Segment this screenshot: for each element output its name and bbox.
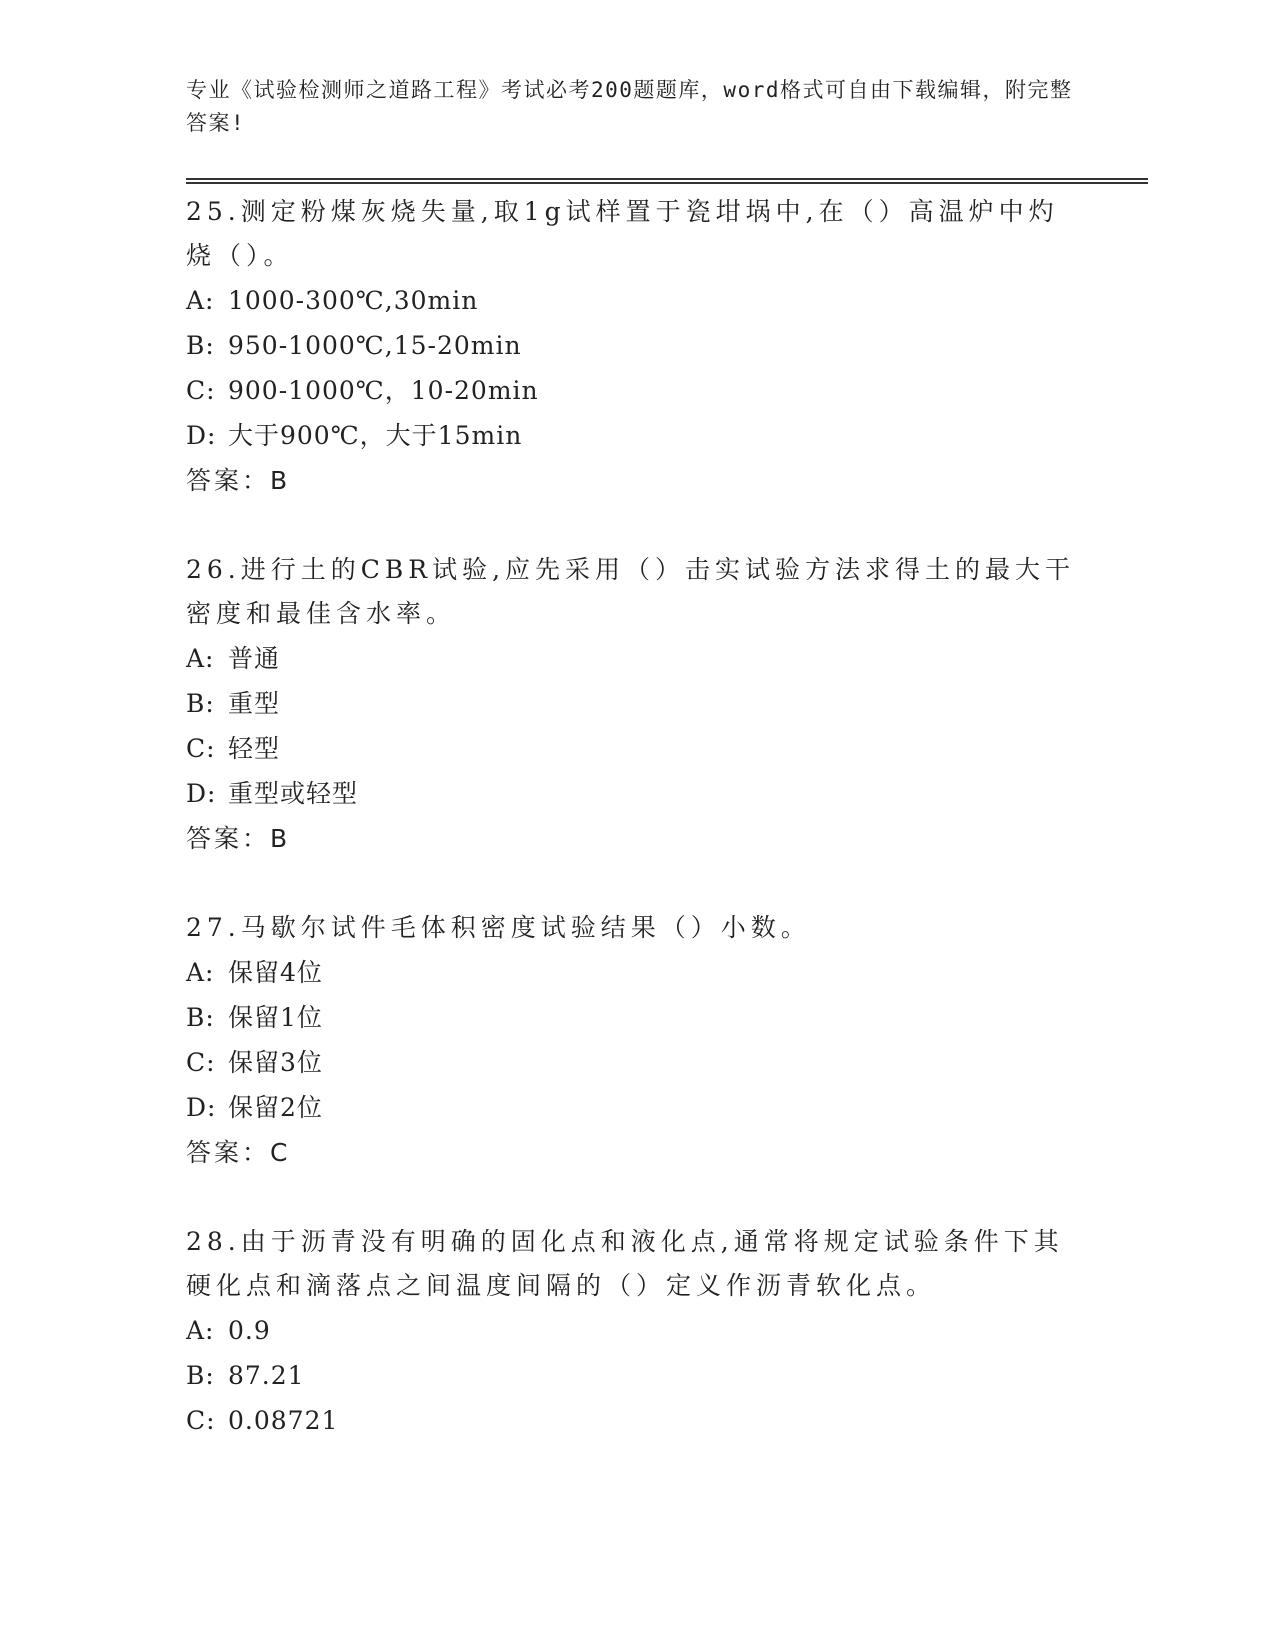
option-letter: D: (186, 1093, 217, 1122)
header-divider-bottom (186, 182, 1148, 184)
option-text: 保留1位 (228, 1003, 323, 1032)
question-28 (186, 1220, 1086, 1443)
option-letter: C: (186, 734, 216, 763)
option-text: 普通 (228, 644, 281, 673)
option-text: 大于900℃，大于15min (228, 421, 523, 450)
option-c (186, 1040, 1086, 1085)
option-d (186, 1085, 1086, 1130)
option-letter: A: (186, 1316, 215, 1345)
option-letter: C: (186, 376, 216, 405)
page-header (186, 74, 1086, 140)
question-27 (186, 906, 1086, 1176)
question-25 (186, 190, 1086, 504)
option-c (186, 368, 1086, 413)
option-text: 1000-300℃,30min (228, 286, 479, 315)
option-text: 保留4位 (228, 958, 323, 987)
option-b (186, 681, 1086, 726)
option-a (186, 278, 1086, 323)
option-a (186, 1308, 1086, 1353)
option-d (186, 771, 1086, 816)
question-stem: 25.测定粉煤灰烧失量,取1g试样置于瓷坩埚中,在（）高温炉中灼烧（）。 (186, 197, 1059, 270)
option-text: 950-1000℃,15-20min (228, 331, 522, 360)
option-letter: A: (186, 286, 215, 315)
option-text: 重型或轻型 (228, 779, 359, 808)
option-letter: A: (186, 644, 215, 673)
option-text: 保留3位 (228, 1048, 323, 1077)
option-c (186, 1398, 1086, 1443)
answer-text: 答案：C (186, 1138, 291, 1167)
option-b (186, 995, 1086, 1040)
option-letter: B: (186, 1361, 215, 1390)
question-stem: 27.马歇尔试件毛体积密度试验结果（）小数。 (186, 913, 811, 942)
option-b (186, 323, 1086, 368)
option-text: 重型 (228, 689, 281, 718)
option-a (186, 636, 1086, 681)
option-letter: B: (186, 689, 215, 718)
answer-text: 答案：B (186, 466, 291, 495)
option-letter: B: (186, 1003, 215, 1032)
option-letter: D: (186, 421, 217, 450)
answer-text: 答案：B (186, 824, 291, 853)
header-title: 专业《试验检测师之道路工程》考试必考200题题库，word格式可自由下载编辑，附完整答案! (186, 78, 1073, 135)
option-letter: D: (186, 779, 217, 808)
option-letter: A: (186, 958, 215, 987)
option-text: 87.21 (228, 1361, 305, 1390)
option-text: 保留2位 (228, 1093, 323, 1122)
question-stem: 28.由于沥青没有明确的固化点和液化点,通常将规定试验条件下其硬化点和滴落点之间温度间隔的（）定义作沥青软化点。 (186, 1227, 1064, 1300)
option-text: 900-1000℃，10-20min (228, 376, 539, 405)
question-26 (186, 548, 1086, 862)
option-text: 0.08721 (228, 1406, 339, 1435)
option-letter: C: (186, 1406, 216, 1435)
question-stem: 26.进行土的CBR试验,应先采用（）击实试验方法求得土的最大干密度和最佳含水率。 (186, 555, 1076, 628)
option-text: 0.9 (228, 1316, 271, 1345)
option-letter: B: (186, 331, 215, 360)
header-divider-top (186, 178, 1148, 180)
option-c (186, 726, 1086, 771)
option-b (186, 1353, 1086, 1398)
option-d (186, 413, 1086, 458)
question-list (186, 190, 1086, 1487)
option-text: 轻型 (228, 734, 281, 763)
option-letter: C: (186, 1048, 216, 1077)
option-a (186, 950, 1086, 995)
